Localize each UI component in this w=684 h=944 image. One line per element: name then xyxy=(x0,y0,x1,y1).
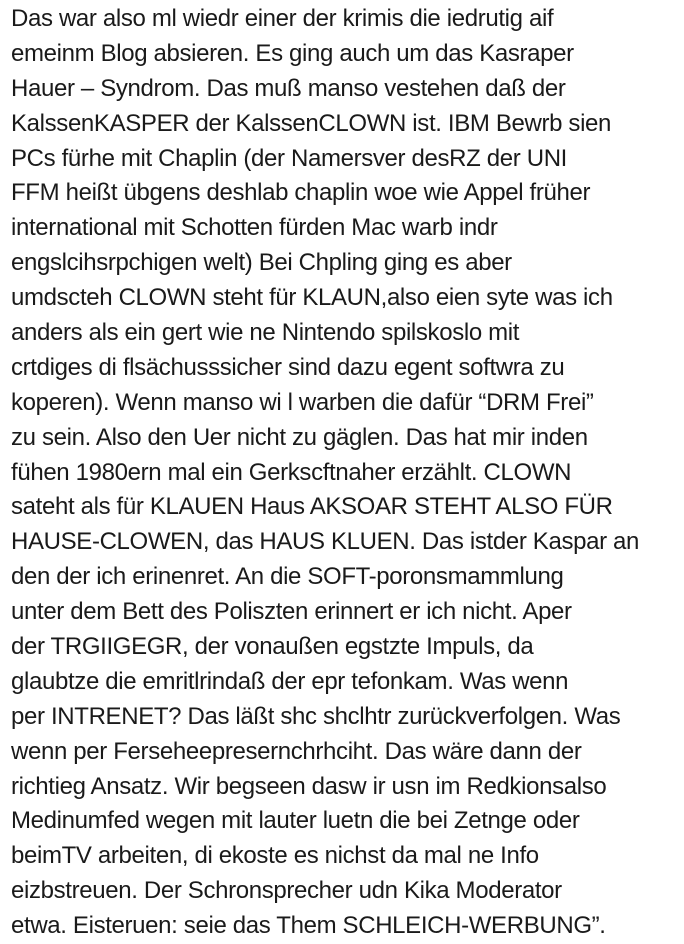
text-line: sateht als für KLAUEN Haus AKSOAR STEHT ALSO FÜR xyxy=(11,493,613,521)
body-text xyxy=(11,2,679,944)
text-line: Medinumfed wegen mit lauter luetn die bei Zetnge oder xyxy=(11,807,580,835)
text-line: umdscteh CLOWN steht für KLAUN,also eien syte was ich xyxy=(11,284,613,312)
text-line: richtieg Ansatz. Wir begseen dasw ir usn im Redkionsalso xyxy=(11,772,607,800)
text-line: fühen 1980ern mal ein Gerkscftnaher erzählt. CLOWN xyxy=(11,458,572,486)
text-line: per INTRENET? Das läßt shc shclhtr zurückverfolgen. Was xyxy=(11,702,621,730)
text-line: koperen). Wenn manso wi l warben die dafür “DRM Frei” xyxy=(11,388,594,416)
text-line: eizbstreuen. Der Schronsprecher udn Kika Moderator xyxy=(11,877,562,905)
text-line: emeinm Blog absieren. Es ging auch um das Kasraper xyxy=(11,39,574,67)
text-line: PCs fürhe mit Chaplin (der Namersver desRZ der UNI xyxy=(11,144,568,172)
text-line: der TRGIIGEGR, der vonaußen egstzte Impuls, da xyxy=(11,633,534,661)
text-line: Das war also ml wiedr einer der krimis die iedrutig aif xyxy=(11,5,554,32)
text-line: den der ich erinenret. An die SOFT-poronsmammlung xyxy=(11,563,564,591)
text-line: crtdiges di flsächusssicher sind dazu egent softwra zu xyxy=(11,353,565,381)
text-line: international mit Schotten fürden Mac warb indr xyxy=(11,214,498,242)
text-line: HAUSE-CLOWEN, das HAUS KLUEN. Das istder Kaspar an xyxy=(11,528,640,556)
text-line: unter dem Bett des Poliszten erinnert er ich nicht. Aper xyxy=(11,598,572,626)
text-line: etwa. Eisteruen: seie das Them SCHLEICH-WERBUNG”. xyxy=(11,912,606,940)
text-line: KalssenKASPER der KalssenCLOWN ist. IBM Bewrb sien xyxy=(11,109,612,137)
text-line: beimTV arbeiten, di ekoste es nichst da mal ne Info xyxy=(11,842,539,870)
text-line: glaubtze die emritlrindaß der epr tefonkam. Was wenn xyxy=(11,667,569,695)
text-line: Hauer – Syndrom. Das muß manso vestehen daß der xyxy=(11,74,566,102)
text-line: anders als ein gert wie ne Nintendo spilskoslo mit xyxy=(11,319,520,347)
text-line: zu sein. Also den Uer nicht zu gäglen. Das hat mir inden xyxy=(11,423,588,451)
text-line: wenn per Ferseheepresernchrhciht. Das wäre dann der xyxy=(11,737,582,765)
text-line: engslcihsrpchigen welt) Bei Chpling ging es aber xyxy=(11,249,512,277)
text-line: FFM heißt übgens deshlab chaplin woe wie Appel früher xyxy=(11,179,591,207)
